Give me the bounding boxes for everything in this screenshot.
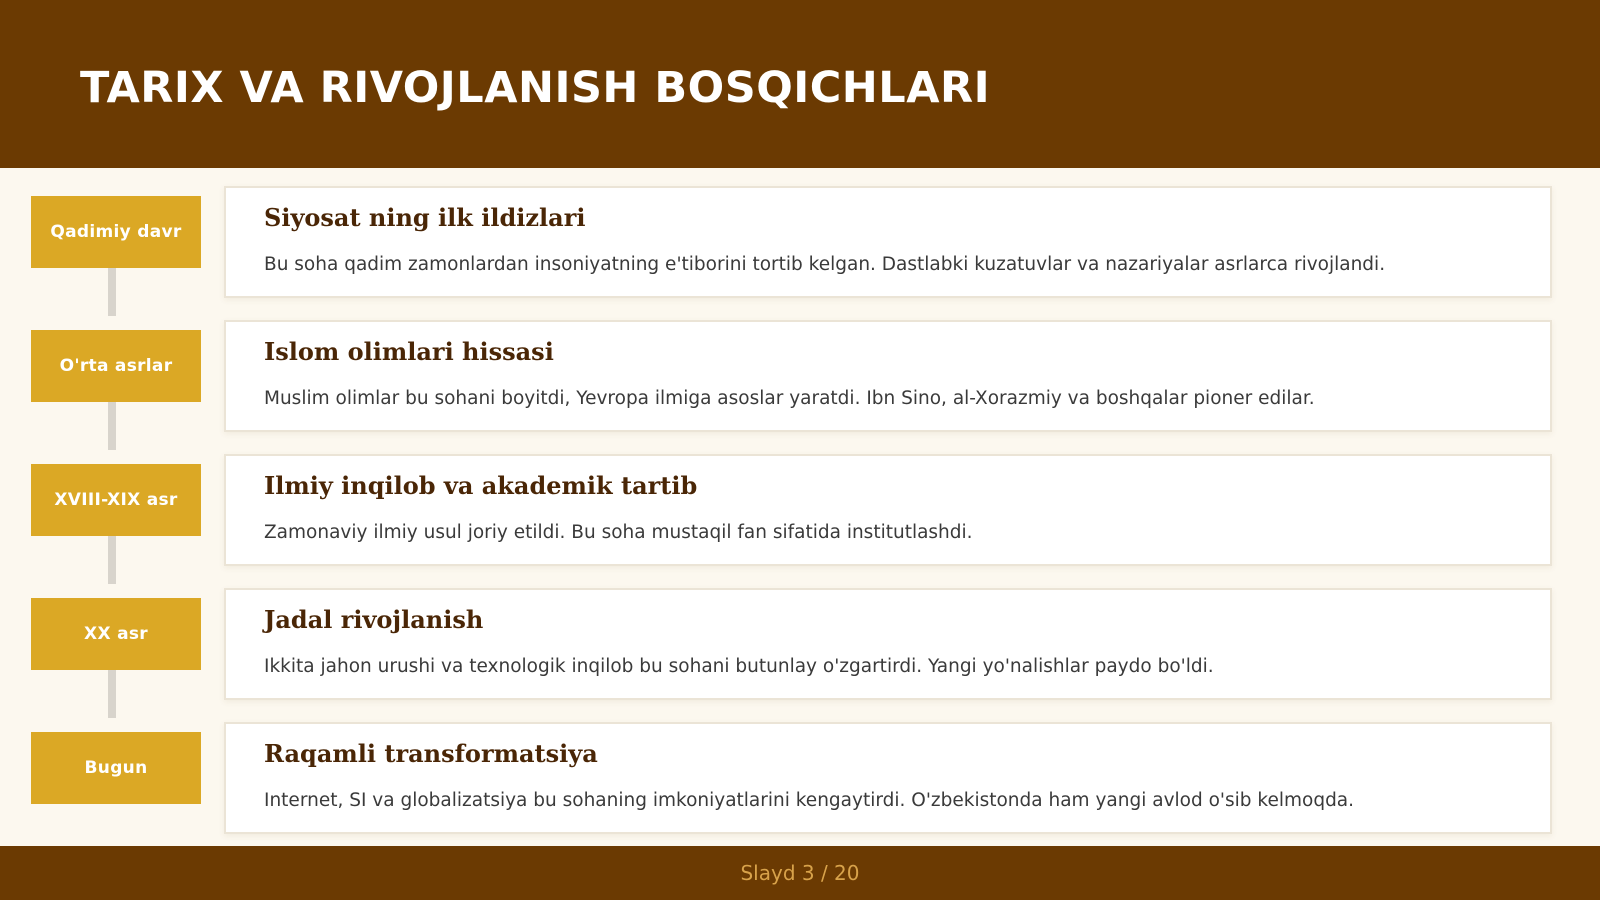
- timeline-row: [0, 570, 1600, 704]
- event-card: [224, 454, 1552, 566]
- slide-footer: [0, 846, 1600, 900]
- event-title: Jadal rivojlanish: [264, 605, 484, 634]
- event-title: Islom olimlari hissasi: [264, 337, 554, 366]
- timeline-row: [0, 704, 1600, 838]
- event-card: [224, 186, 1552, 298]
- slide-counter: Slayd 3 / 20: [740, 861, 860, 885]
- event-card: [224, 722, 1552, 834]
- timeline-row: [0, 436, 1600, 570]
- event-title: Raqamli transformatsiya: [264, 739, 598, 768]
- event-description: Ikkita jahon urushi va texnologik inqilob bu sohani butunlay o'zgartirdi. Yangi yo'nalishlar paydo bo'ldi.: [264, 656, 1214, 677]
- event-description: Internet, SI va globalizatsiya bu sohaning imkoniyatlarini kengaytirdi. O'zbekistonda ham yangi avlod o'sib kelmoqda.: [264, 790, 1355, 811]
- era-badge: Qadimiy davr: [31, 196, 201, 268]
- page-title: TARIX VA RIVOJLANISH BOSQICHLARI: [80, 63, 991, 113]
- timeline: [0, 168, 1600, 846]
- event-card: [224, 588, 1552, 700]
- event-title: Siyosat ning ilk ildizlari: [264, 203, 586, 232]
- era-badge: XX asr: [31, 598, 201, 670]
- event-description: Bu soha qadim zamonlardan insoniyatning e'tiborini tortib kelgan. Dastlabki kuzatuvlar va nazariyalar asrlarca rivojlandi.: [264, 254, 1386, 275]
- event-card: [224, 320, 1552, 432]
- event-description: Muslim olimlar bu sohani boyitdi, Yevropa ilmiga asoslar yaratdi. Ibn Sino, al-Xorazmiy va boshqalar pioner edilar.: [264, 388, 1315, 409]
- event-description: Zamonaviy ilmiy usul joriy etildi. Bu soha mustaqil fan sifatida institutlashdi.: [264, 522, 973, 543]
- era-badge: Bugun: [31, 732, 201, 804]
- era-badge: O'rta asrlar: [31, 330, 201, 402]
- event-title: Ilmiy inqilob va akademik tartib: [264, 471, 698, 500]
- timeline-row: [0, 302, 1600, 436]
- timeline-row: [0, 168, 1600, 302]
- era-badge: XVIII-XIX asr: [31, 464, 201, 536]
- slide-header: [0, 0, 1600, 168]
